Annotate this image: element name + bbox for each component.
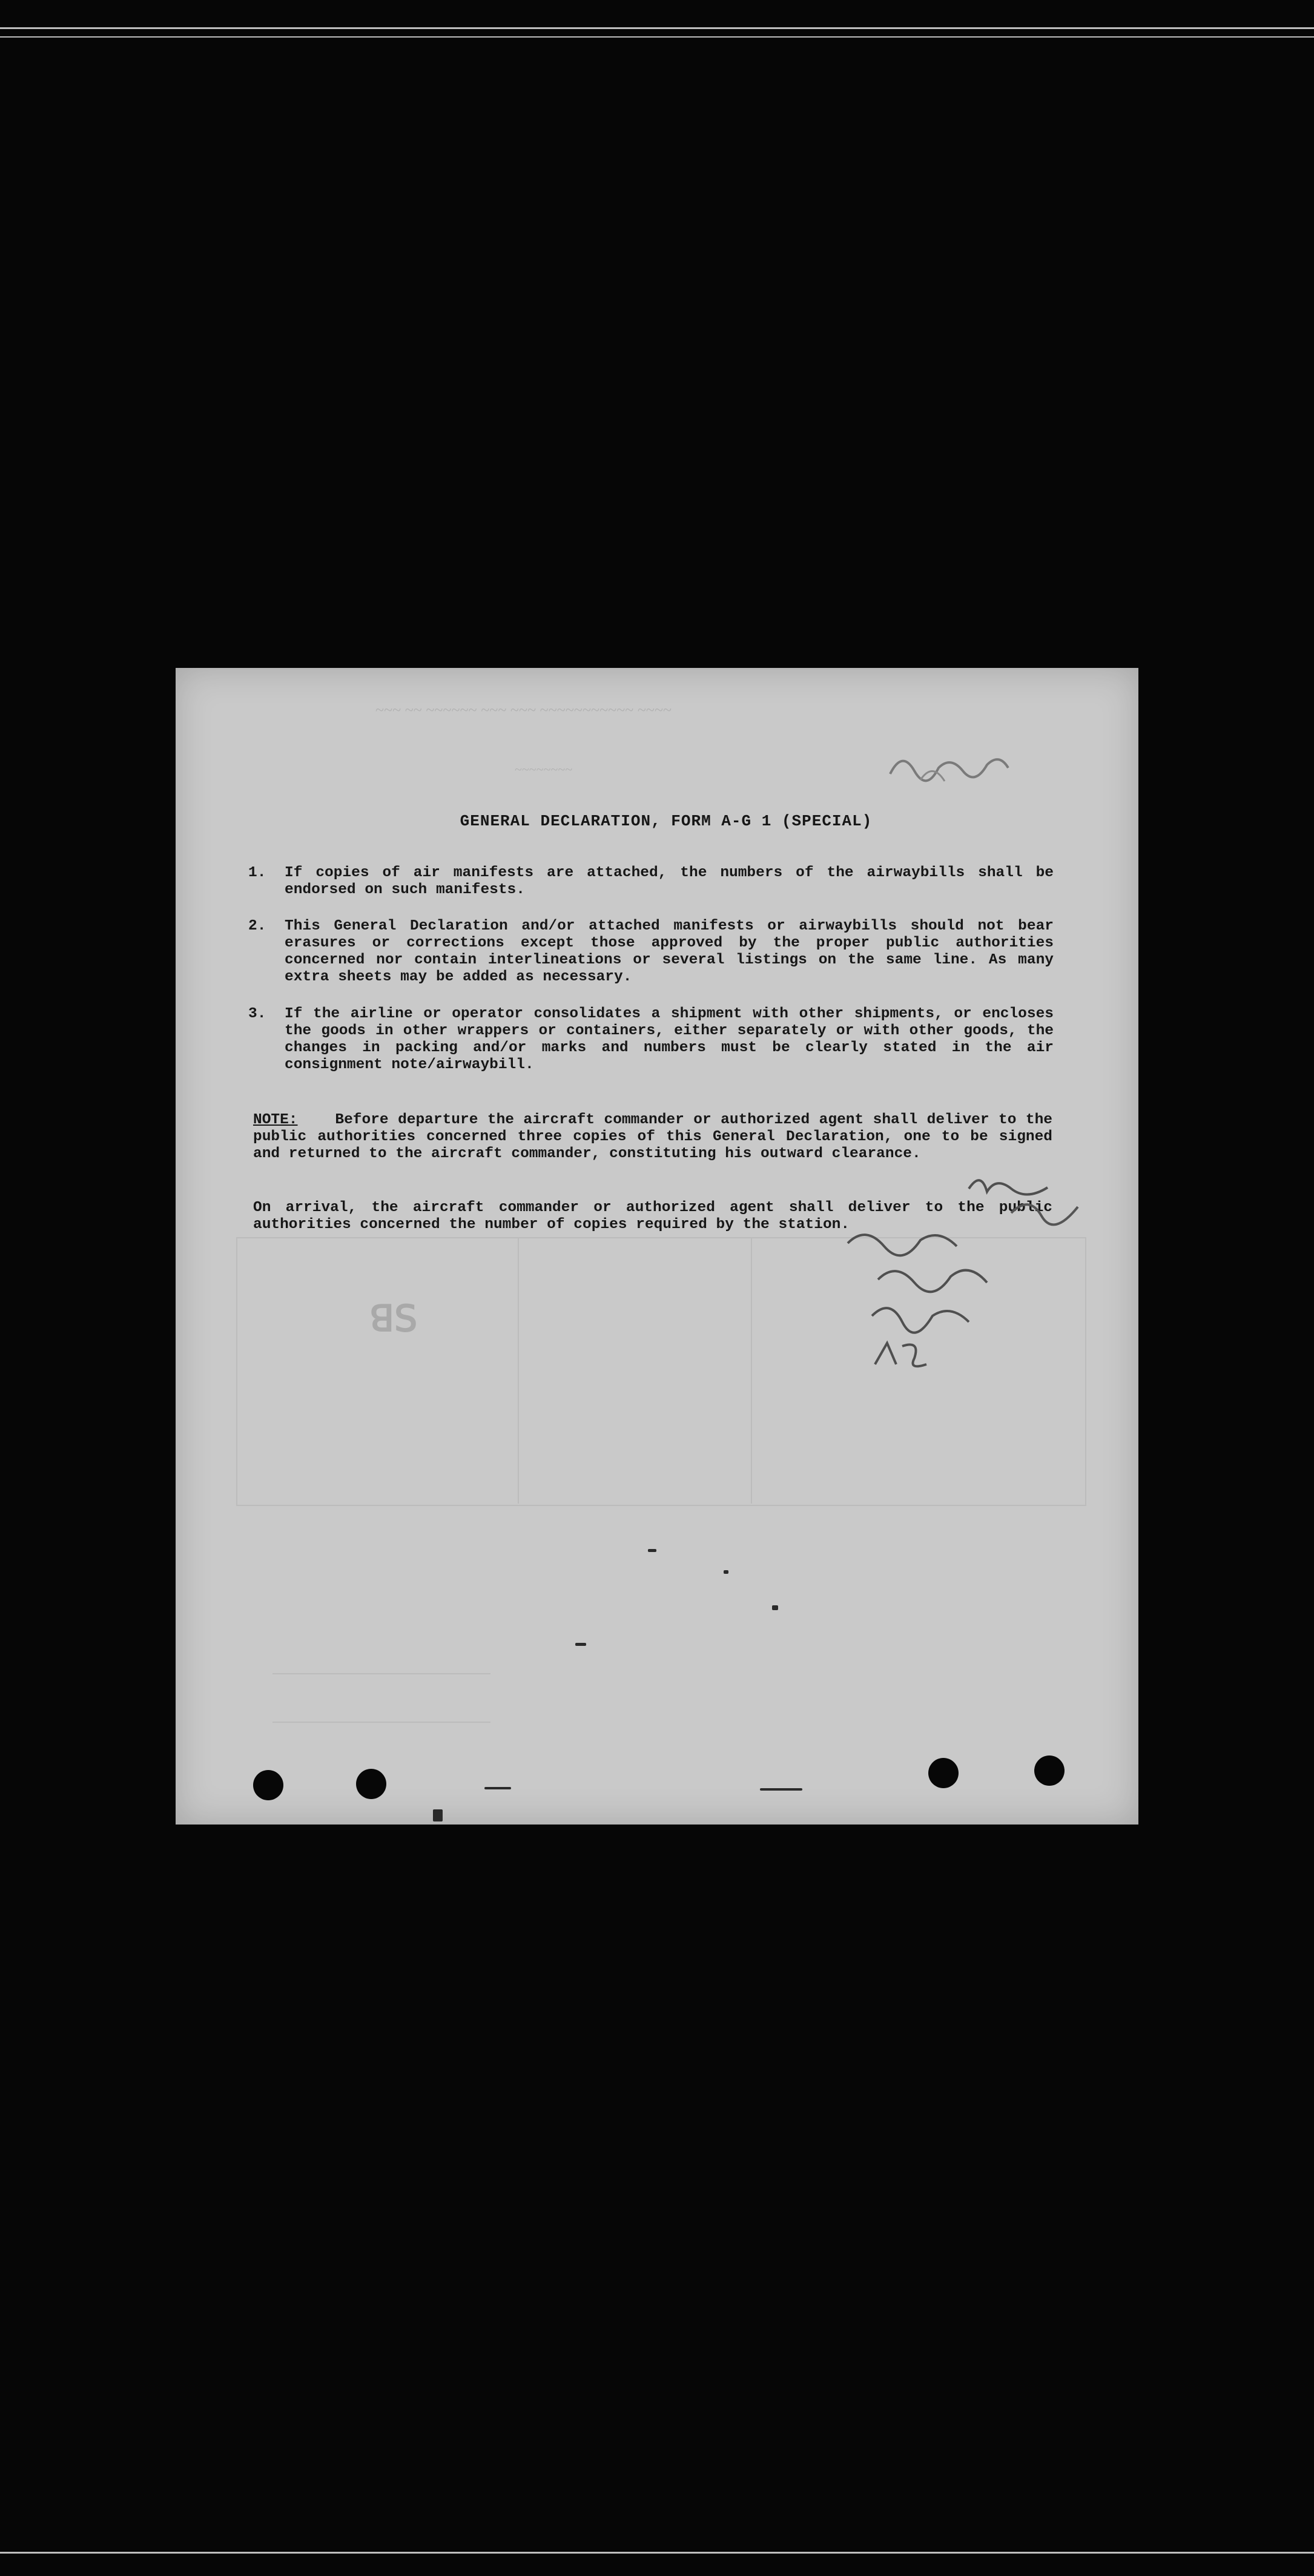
punch-hole	[253, 1770, 283, 1800]
item-number: 3.	[248, 1006, 266, 1022]
item-text: This General Declaration and/or attached manifests or airwaybills should not bear erasures or corrections except those approved by the proper public authorities concerned nor contain interlineations or several listings on the same line. As many extra sheets may be added as necessary.	[285, 918, 1054, 985]
item-text: If copies of air manifests are attached, the numbers of the airwaybills shall be endorsed on such manifests.	[285, 865, 1054, 898]
bleed-through-text: ~~~ ~~ ~~~~~~ ~~~ ~~~ ~~~~~~~~~~~ ~~~~	[375, 701, 672, 719]
note-text: Before departure the aircraft commander or authorized agent shall deliver to the public authorities concerned three copies of this General Declaration, one to be signed and returned to the aircraft commander, constituting his outward clearance.	[253, 1112, 1052, 1162]
punch-hole	[356, 1769, 386, 1799]
bottom-rule	[0, 2552, 1314, 2554]
speck	[648, 1549, 656, 1552]
punch-hole	[928, 1758, 959, 1788]
bleed-through-line	[751, 1237, 752, 1504]
item-number: 2.	[248, 918, 266, 934]
speck	[433, 1809, 443, 1821]
speck	[724, 1570, 728, 1574]
bleed-through-text: ~~~~~~~~	[515, 762, 573, 777]
bleed-through-line	[272, 1673, 490, 1674]
item-text: If the airline or operator consolidates a shipment with other shipments, or encloses the goods in other wrappers or containers, either separately or with other goods, the changes in packing and/or marks and numbers must be clearly stated in the air consignment note/airwaybill.	[285, 1006, 1054, 1073]
speck	[575, 1643, 586, 1646]
handwritten-mark	[884, 744, 1017, 792]
note-label: NOTE:	[253, 1112, 298, 1128]
bleed-through-line	[518, 1237, 519, 1504]
bleed-through-stamp: ꓭꓢ	[369, 1299, 418, 1339]
top-rule-2	[0, 36, 1314, 38]
speck	[484, 1787, 511, 1789]
bleed-through-line	[272, 1722, 490, 1723]
note-paragraph	[253, 1112, 1052, 1163]
instruction-item-2	[248, 918, 1054, 986]
speck	[760, 1788, 802, 1791]
arrival-paragraph: On arrival, the aircraft commander or authorized agent shall deliver to the public authorities concerned the number of copies required by the station.	[253, 1200, 1052, 1233]
form-title: GENERAL DECLARATION, FORM A-G 1 (SPECIAL)	[460, 812, 873, 830]
document-page	[176, 668, 1138, 1825]
handwritten-signature	[830, 1171, 1084, 1389]
instruction-item-3	[248, 1006, 1054, 1074]
speck	[772, 1605, 778, 1610]
instruction-item-1	[248, 865, 1054, 899]
item-number: 1.	[248, 865, 266, 881]
top-rule-1	[0, 27, 1314, 29]
punch-hole	[1034, 1755, 1065, 1786]
